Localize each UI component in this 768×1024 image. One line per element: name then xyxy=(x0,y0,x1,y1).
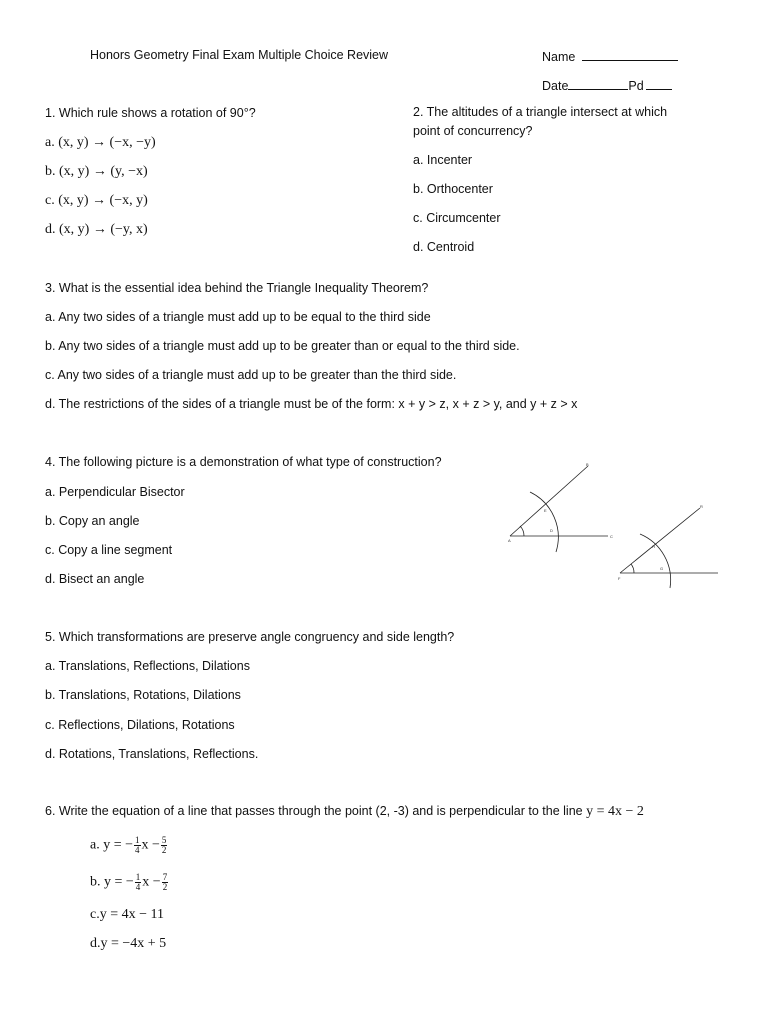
q6-b-f2-num: 7 xyxy=(162,872,168,882)
q6-stem xyxy=(45,804,644,820)
q6-a-label: a. xyxy=(90,837,100,853)
q4-option-b: b. Copy an angle xyxy=(45,514,140,528)
pd-label: Pd xyxy=(628,79,644,93)
q6-a-lhs: y = − xyxy=(103,837,134,853)
q6-b-lhs: y = − xyxy=(104,874,134,890)
name-field xyxy=(542,48,678,64)
ray-ab xyxy=(510,466,588,536)
q6-a-f2-den: 2 xyxy=(161,845,167,855)
q5-option-d: d. Rotations, Translations, Reflections. xyxy=(45,747,259,761)
figure-label-c: C xyxy=(610,534,613,539)
q2-option-b: b. Orthocenter xyxy=(413,182,493,196)
q2-option-c: c. Circumcenter xyxy=(413,211,501,225)
figure-label-h: H xyxy=(652,544,655,549)
date-blank xyxy=(568,77,628,90)
q3-option-c: c. Any two sides of a triangle must add up to be greater than the third side. xyxy=(45,368,457,382)
q4-option-a: a. Perpendicular Bisector xyxy=(45,485,185,499)
figure-label-e: E xyxy=(544,508,547,513)
q1-option-b: b. (x, y) → (y, −x) xyxy=(45,164,148,179)
figure-label-a: A xyxy=(508,538,511,543)
arc-large-1 xyxy=(530,492,558,552)
angle-construction-figure-icon xyxy=(500,460,725,590)
figure-label-b: B xyxy=(586,462,589,467)
figure-label-f: F xyxy=(618,576,621,581)
q6-b-f2-den: 2 xyxy=(162,882,168,892)
q5-option-c: c. Reflections, Dilations, Rotations xyxy=(45,718,235,732)
figure-label-d: D xyxy=(550,528,553,533)
figure-label-g: G xyxy=(660,566,664,571)
q6-b-fraction-2 xyxy=(162,873,169,892)
q6-option-a xyxy=(90,836,168,855)
q6-a-fraction-1 xyxy=(134,836,141,855)
q3-option-b: b. Any two sides of a triangle must add up to be greater than or equal to the third side. xyxy=(45,339,520,353)
q1-stem: 1. Which rule shows a rotation of 90°? xyxy=(45,106,256,120)
q3-option-a: a. Any two sides of a triangle must add up to be equal to the third side xyxy=(45,310,431,324)
q6-b-label: b. xyxy=(90,874,101,890)
q6-a-f1-num: 1 xyxy=(135,835,140,845)
arc-small-2 xyxy=(631,564,634,573)
q6-a-mid: x − xyxy=(141,837,160,853)
q6-option-c: c.y = 4x − 11 xyxy=(90,907,164,922)
q6-option-b xyxy=(90,873,169,892)
page-title: Honors Geometry Final Exam Multiple Choice Review xyxy=(90,48,389,62)
q6-b-f1-den: 4 xyxy=(135,882,141,892)
q5-stem: 5. Which transformations are preserve angle congruency and side length? xyxy=(45,630,455,644)
q2-stem-line2: point of concurrency? xyxy=(413,124,533,138)
figure-label-r: R xyxy=(700,504,703,509)
date-pd-field xyxy=(542,77,672,93)
date-label: Date xyxy=(542,79,569,93)
q6-a-f2-num: 5 xyxy=(161,835,167,845)
q6-a-fraction-2 xyxy=(161,836,168,855)
arc-large-2 xyxy=(640,534,671,588)
q2-option-d: d. Centroid xyxy=(413,240,475,254)
q3-stem: 3. What is the essential idea behind the Triangle Inequality Theorem? xyxy=(45,281,429,295)
arc-small-1 xyxy=(520,526,524,536)
q4-option-d: d. Bisect an angle xyxy=(45,572,145,586)
q6-option-d: d.y = −4x + 5 xyxy=(90,936,167,951)
q1-option-d: d. (x, y) → (−y, x) xyxy=(45,222,148,237)
q3-option-d: d. The restrictions of the sides of a triangle must be of the form: x + y > z, x + z > y, and y + z > x xyxy=(45,397,578,411)
q6-b-f1-num: 1 xyxy=(135,872,141,882)
ray-rf xyxy=(620,508,700,573)
pd-blank xyxy=(646,77,672,90)
q6-a-f1-den: 4 xyxy=(135,845,140,855)
q6-stem-equation: y = 4x − 2 xyxy=(586,804,644,819)
q1-option-c: c. (x, y) → (−x, y) xyxy=(45,193,148,208)
q2-stem-line1: 2. The altitudes of a triangle intersect at which xyxy=(413,105,668,119)
q4-stem: 4. The following picture is a demonstration of what type of construction? xyxy=(45,455,442,469)
name-label: Name xyxy=(542,50,576,64)
q5-option-a: a. Translations, Reflections, Dilations xyxy=(45,659,250,673)
q5-option-b: b. Translations, Rotations, Dilations xyxy=(45,688,241,702)
q6-b-fraction-1 xyxy=(135,873,142,892)
q4-option-c: c. Copy a line segment xyxy=(45,543,173,557)
q6-stem-text: 6. Write the equation of a line that passes through the point (2, -3) and is perpendicular to the line xyxy=(45,804,583,818)
q2-option-a: a. Incenter xyxy=(413,153,473,167)
name-blank xyxy=(582,48,678,61)
q1-option-a: a. (x, y) → (−x, −y) xyxy=(45,135,156,150)
q6-b-mid: x − xyxy=(142,874,161,890)
